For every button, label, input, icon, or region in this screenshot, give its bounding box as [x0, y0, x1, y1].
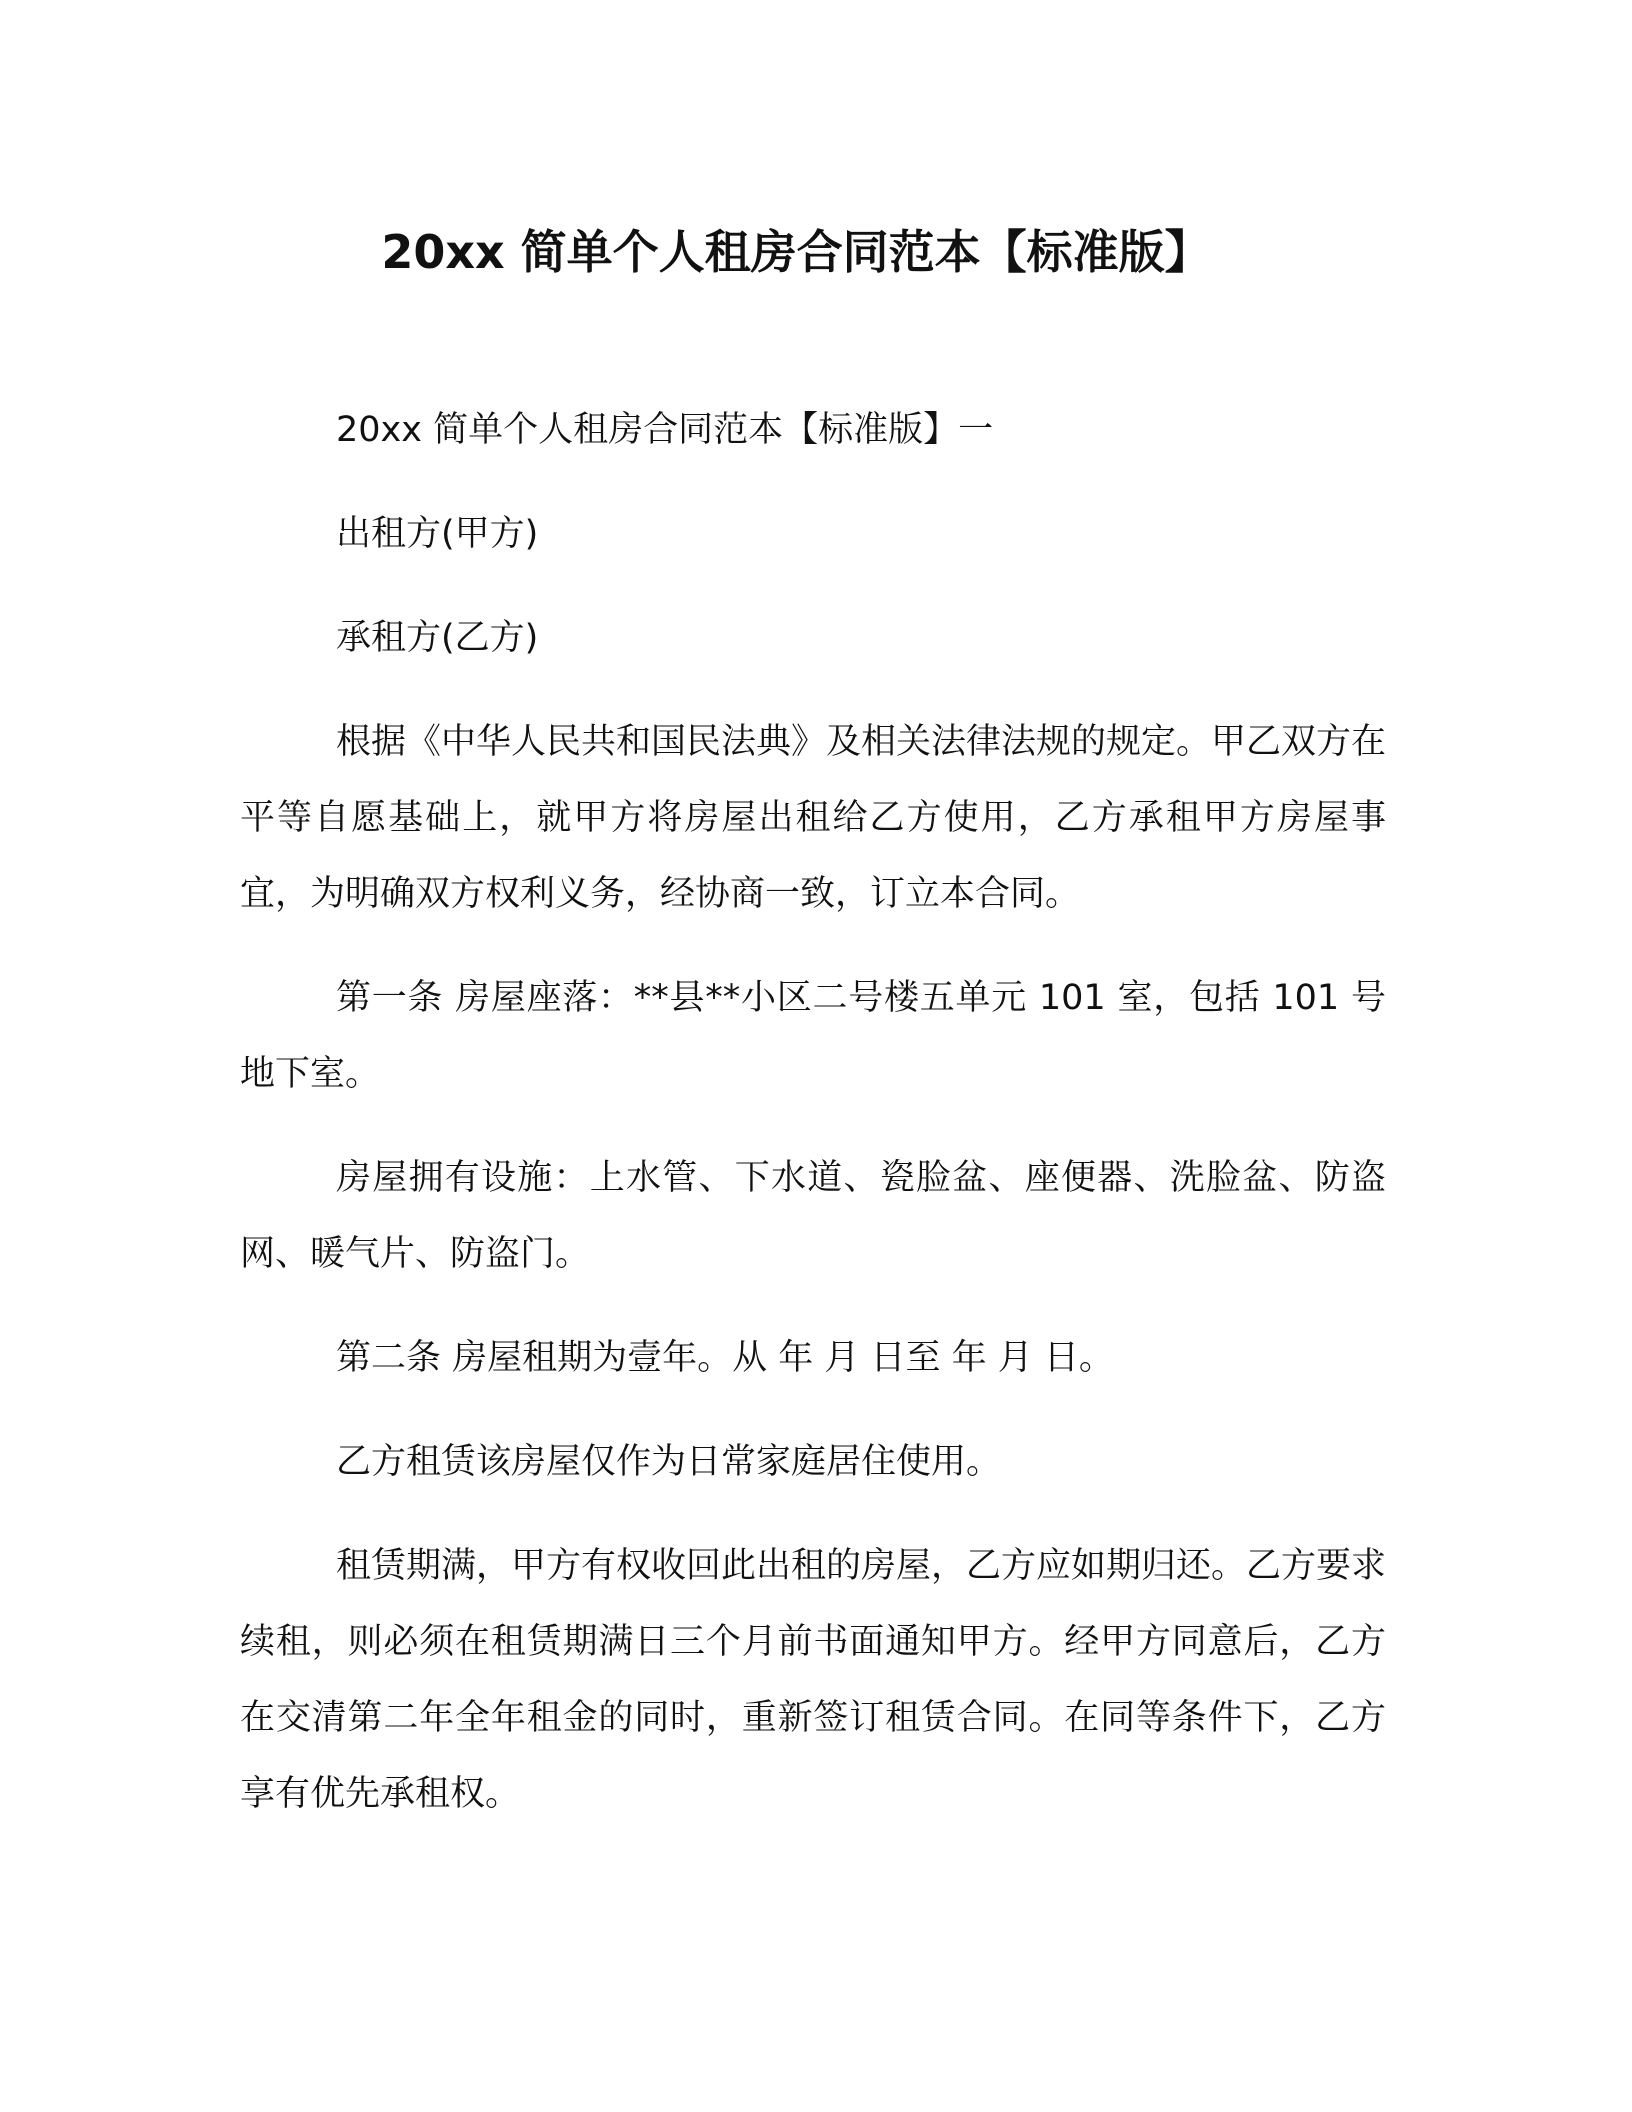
paragraph-renewal: 租赁期满，甲方有权收回此出租的房屋，乙方应如期归还。乙方要求续租，则必须在租赁期满日三个月前书面通知甲方。经甲方同意后，乙方在交清第二年全年租金的同时，重新签订租赁合同。在同等条件下，乙方享有优先承租权。: [240, 1546, 1387, 1814]
paragraph-facilities: 房屋拥有设施：上水管、下水道、瓷脸盆、座便器、洗脸盆、防盗网、暖气片、防盗门。: [240, 1158, 1386, 1274]
paragraph-article-1: 第一条 房屋座落：**县**小区二号楼五单元 101 室，包括 101 号地下室。: [240, 978, 1386, 1094]
paragraph-usage: 乙方租赁该房屋仅作为日常家庭居住使用。: [336, 1442, 1002, 1482]
document-body: [240, 392, 1386, 1860]
paragraph-lessor: 出租方(甲方): [336, 514, 539, 554]
paragraph-subtitle: 20xx 简单个人租房合同范本【标准版】一: [336, 410, 994, 450]
paragraph-lessee: 承租方(乙方): [336, 618, 539, 658]
paragraph-article-2: 第二条 房屋租期为壹年。从 年 月 日至 年 月 日。: [336, 1338, 1114, 1378]
document-title: 20xx 简单个人租房合同范本【标准版】: [381, 225, 1211, 279]
paragraph-preamble: 根据《中华人民共和国民法典》及相关法律法规的规定。甲乙双方在平等自愿基础上，就甲方将房屋出租给乙方使用，乙方承租甲方房屋事宜，为明确双方权利义务，经协商一致，订立本合同。: [240, 722, 1387, 914]
